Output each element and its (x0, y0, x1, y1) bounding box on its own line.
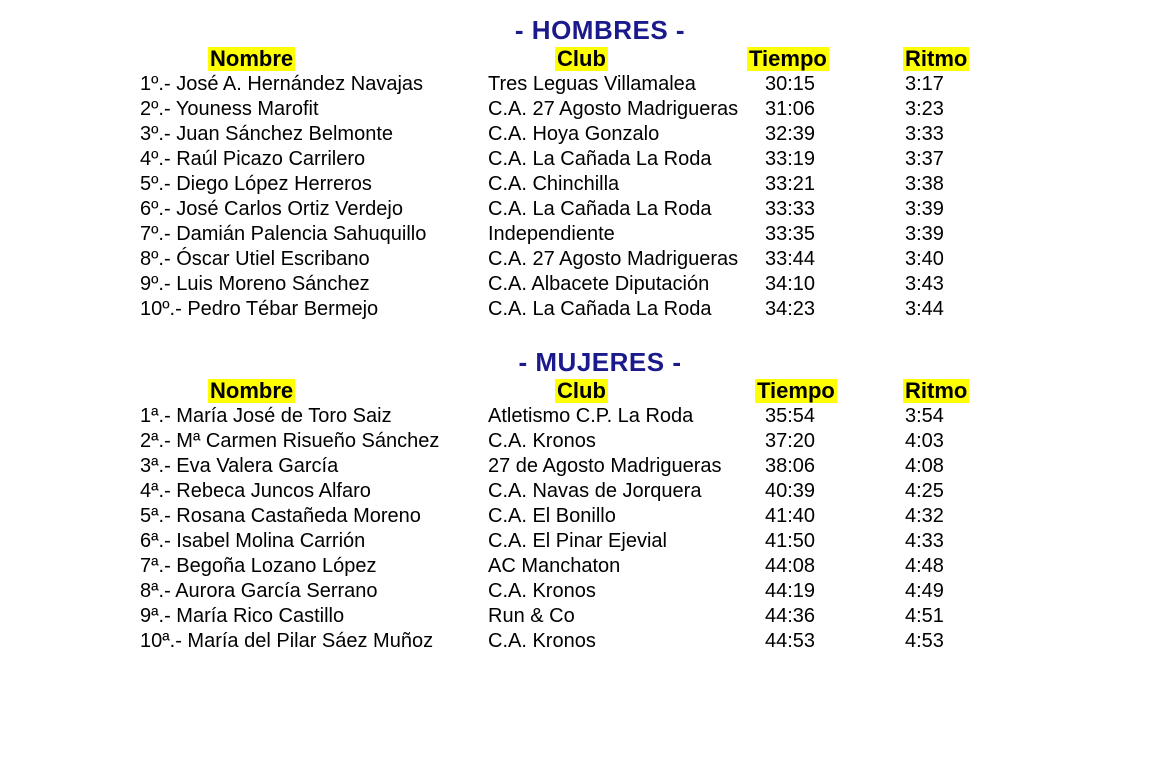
runner-pace: 3:23 (905, 98, 944, 120)
runner-pace: 4:25 (905, 480, 944, 502)
runner-pace: 4:33 (905, 530, 944, 552)
runner-name: 9º.- Luis Moreno Sánchez (140, 273, 370, 295)
runner-name: 3ª.- Eva Valera García (140, 455, 339, 477)
runner-time: 35:54 (765, 405, 816, 427)
runner-pace: 3:37 (905, 148, 944, 170)
runner-pace: 3:43 (905, 273, 944, 295)
table-row (0, 404, 1170, 429)
runner-club: C.A. Navas de Jorquera (488, 480, 702, 502)
runner-name: 7º.- Damián Palencia Sahuquillo (140, 223, 427, 245)
runner-pace: 4:03 (905, 430, 944, 452)
table-row (0, 604, 1170, 629)
runner-name: 9ª.- María Rico Castillo (140, 605, 345, 627)
table-row (0, 247, 1170, 272)
runner-club: C.A. El Bonillo (488, 505, 616, 527)
table-row (0, 122, 1170, 147)
runner-pace: 3:17 (905, 73, 944, 95)
table-row (0, 72, 1170, 97)
table-row (0, 97, 1170, 122)
runner-name: 2ª.- Mª Carmen Risueño Sánchez (140, 430, 440, 452)
runner-pace: 3:38 (905, 173, 944, 195)
runner-club: 27 de Agosto Madrigueras (488, 455, 722, 477)
table-row (0, 454, 1170, 479)
runner-club: C.A. La Cañada La Roda (488, 298, 712, 320)
runner-time: 44:53 (765, 630, 816, 652)
table-row (0, 222, 1170, 247)
women-header-time: Tiempo (757, 378, 835, 403)
runner-time: 38:06 (765, 455, 816, 477)
runner-pace: 3:40 (905, 248, 944, 270)
runner-pace: 4:08 (905, 455, 944, 477)
runner-club: C.A. La Cañada La Roda (488, 148, 712, 170)
runner-pace: 4:53 (905, 630, 944, 652)
runner-club: Independiente (488, 223, 615, 245)
runner-pace: 4:49 (905, 580, 944, 602)
runner-pace: 3:39 (905, 198, 944, 220)
runner-time: 30:15 (765, 73, 816, 95)
table-row (0, 554, 1170, 579)
table-row (0, 579, 1170, 604)
runner-time: 41:50 (765, 530, 816, 552)
runner-club: C.A. Kronos (488, 630, 596, 652)
runner-name: 1º.- José A. Hernández Navajas (140, 73, 424, 95)
runner-club: AC Manchaton (488, 555, 621, 577)
runner-time: 32:39 (765, 123, 816, 145)
runner-club: C.A. Chinchilla (488, 173, 620, 195)
runner-pace: 4:32 (905, 505, 944, 527)
runner-club: Run & Co (488, 605, 575, 627)
runner-name: 3º.- Juan Sánchez Belmonte (140, 123, 394, 145)
men-header-time: Tiempo (749, 46, 827, 71)
runner-time: 33:33 (765, 198, 816, 220)
women-header-name: Nombre (210, 378, 294, 403)
runner-pace: 4:48 (905, 555, 944, 577)
table-row (0, 197, 1170, 222)
men-section-title: - HOMBRES - (514, 15, 686, 45)
runner-pace: 3:33 (905, 123, 944, 145)
table-row (0, 504, 1170, 529)
runner-name: 10ª.- María del Pilar Sáez Muñoz (140, 630, 434, 652)
runner-pace: 3:39 (905, 223, 944, 245)
runner-name: 4ª.- Rebeca Juncos Alfaro (140, 480, 371, 502)
runner-time: 33:21 (765, 173, 816, 195)
runner-club: C.A. Hoya Gonzalo (488, 123, 660, 145)
runner-club: C.A. Kronos (488, 580, 596, 602)
runner-club: C.A. El Pinar Ejevial (488, 530, 667, 552)
runner-time: 34:23 (765, 298, 816, 320)
runner-name: 4º.- Raúl Picazo Carrilero (140, 148, 366, 170)
table-row (0, 479, 1170, 504)
runner-club: C.A. Kronos (488, 430, 596, 452)
runner-time: 31:06 (765, 98, 816, 120)
runner-name: 8ª.- Aurora García Serrano (140, 580, 378, 602)
runner-name: 5º.- Diego López Herreros (140, 173, 372, 195)
runner-name: 6º.- José Carlos Ortiz Verdejo (140, 198, 403, 220)
table-row (0, 172, 1170, 197)
women-header-pace: Ritmo (905, 378, 968, 403)
table-row (0, 272, 1170, 297)
runner-pace: 3:44 (905, 298, 944, 320)
runner-time: 37:20 (765, 430, 816, 452)
runner-club: C.A. 27 Agosto Madrigueras (488, 248, 739, 270)
runner-club: C.A. Albacete Diputación (488, 273, 710, 295)
runner-time: 44:36 (765, 605, 816, 627)
men-header-name: Nombre (210, 46, 294, 71)
women-header-club: Club (557, 378, 606, 403)
table-row (0, 297, 1170, 322)
runner-name: 5ª.- Rosana Castañeda Moreno (140, 505, 421, 527)
men-header-pace: Ritmo (905, 46, 968, 71)
runner-time: 33:19 (765, 148, 816, 170)
table-row (0, 429, 1170, 454)
runner-pace: 4:51 (905, 605, 944, 627)
runner-name: 8º.- Óscar Utiel Escribano (140, 248, 370, 270)
men-header-club: Club (557, 46, 606, 71)
runner-name: 7ª.- Begoña Lozano López (140, 555, 377, 577)
runner-club: Tres Leguas Villamalea (488, 73, 696, 95)
runner-time: 33:44 (765, 248, 816, 270)
runner-club: C.A. La Cañada La Roda (488, 198, 712, 220)
runner-time: 41:40 (765, 505, 816, 527)
runner-time: 40:39 (765, 480, 816, 502)
runner-time: 33:35 (765, 223, 816, 245)
women-section-title: - MUJERES - (518, 347, 682, 377)
runner-time: 44:19 (765, 580, 816, 602)
table-row (0, 629, 1170, 654)
runner-pace: 3:54 (905, 405, 944, 427)
runner-name: 6ª.- Isabel Molina Carrión (140, 530, 366, 552)
runner-time: 34:10 (765, 273, 816, 295)
runner-name: 10º.- Pedro Tébar Bermejo (140, 298, 379, 320)
runner-name: 1ª.- María José de Toro Saiz (140, 405, 392, 427)
table-row (0, 147, 1170, 172)
runner-name: 2º.- Youness Marofit (140, 98, 319, 120)
table-row (0, 529, 1170, 554)
runner-club: C.A. 27 Agosto Madrigueras (488, 98, 739, 120)
runner-club: Atletismo C.P. La Roda (488, 405, 694, 427)
runner-time: 44:08 (765, 555, 816, 577)
